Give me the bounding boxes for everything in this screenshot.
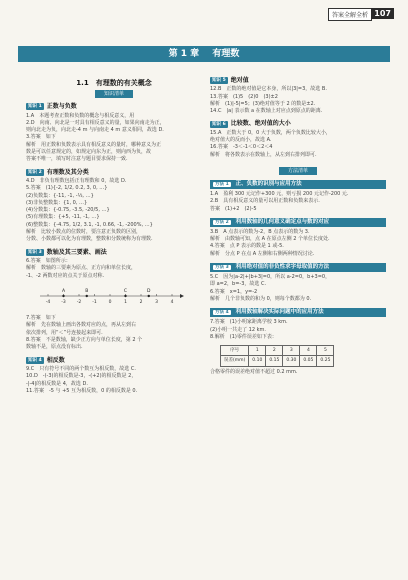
text-line: 10.D -(-3)的相反数是-3，-(+2)的相反数是 2， — [26, 373, 137, 380]
number-line-figure — [36, 284, 186, 308]
text-line: 8.解析 (1)零件误差如下表： — [210, 333, 277, 340]
text-line: 解析 几个非负数的和为 0，则每个数都为 0. — [210, 295, 312, 302]
text-line: 6.答案 x=1，y=-2 — [210, 288, 258, 295]
section-title: 1.1 有理数的有关概念 — [76, 79, 152, 87]
table-cell: 误差(mm) — [221, 356, 249, 366]
text-line: 则向北走为负，向北走-4 m 与向南走 4 m 意义相同，故选 D. — [26, 127, 164, 134]
text-line: (6)整数集：{-4.75, 1/2, 3.1, -1, 0.66, -1, -200%, …} — [26, 221, 153, 228]
text-line: 5.C 因为|a-2|+|b+3|=0，所以 a-2=0，b+3=0， — [210, 274, 331, 281]
m2-body — [210, 229, 386, 258]
text-line: 12.B 正数的绝对值是它本身，所以|3|=3，故选 B. — [210, 86, 327, 93]
k4-body — [26, 366, 202, 395]
knowledge-banner: 知识清单 — [95, 90, 133, 98]
number-line-tick-label: -3 — [61, 299, 66, 305]
k6-body — [210, 130, 386, 159]
text-line: 解析 由数轴可知，点 A 在原点左侧 2 个单位长度处. — [210, 236, 330, 243]
table-cell: 3 — [283, 346, 300, 356]
text-line: 数轴不是，原点没有标出. — [26, 344, 83, 351]
k6-badge: 知识 6 — [212, 121, 226, 127]
text-line: 6.答案 如图所示： — [26, 257, 71, 264]
m4-body — [210, 319, 386, 341]
text-line: 7.答案 如下 — [26, 315, 56, 322]
number-line-ticks — [46, 294, 174, 305]
k1-title: 正数与负数 — [46, 103, 77, 111]
m4-heading — [210, 308, 386, 317]
method-banner: 方法清单 — [279, 167, 317, 175]
chapter-name: 有理数 — [212, 49, 240, 59]
number-line-point — [124, 295, 126, 297]
number-line-tick-label: -1 — [92, 299, 97, 305]
m2-heading — [210, 218, 386, 227]
number-line-point-label: A — [61, 288, 66, 294]
text-line: 数是可以任意规定的，如规定向东为正，则向西为负，故 — [26, 149, 152, 156]
book-title: 答案全解全析 — [328, 8, 372, 21]
k5-body — [210, 86, 386, 115]
text-line: 答案不唯一，填写时注意与题目要求保持一致. — [26, 156, 128, 163]
left-column — [26, 72, 202, 395]
text-line: 即 a=2，b=-3，故选 C. — [210, 281, 267, 288]
m1-badge: 方法 1 — [215, 181, 229, 187]
table-cell: 0.30 — [283, 356, 300, 366]
text-line: 11.答案 -5 与 +5 互为相反数，0 的相反数是 0. — [26, 387, 138, 394]
text-line: (4)分数集：{-0.75, -3.5, -20/5, …} — [26, 207, 110, 214]
number-line-tick-label: -2 — [76, 299, 82, 305]
m3-title: 利用绝对值的非负性求字母取值的方法 — [235, 264, 330, 271]
m2-title: 利用数轴的几何意义确定点与数的对应 — [235, 218, 330, 225]
k4-title: 相反数 — [46, 356, 65, 364]
table-cell: 0.05 — [300, 356, 317, 366]
text-line: 3.答案 如下 — [26, 134, 56, 141]
text-line: (2)负数集：{-11, -1, -⅓, …} — [26, 192, 94, 199]
m1-heading — [210, 180, 386, 189]
text-line: 1.A 盈利 300 元记作+300 元，则亏损 200 元记作-200 元. — [210, 190, 349, 197]
text-line: 15.A 正数大于 0，0 大于负数，两个负数比较大小， — [210, 129, 331, 136]
k2-badge: 知识 2 — [28, 169, 42, 175]
text-line: 绝对值大的反而小，故选 A. — [210, 137, 272, 144]
k5-badge: 知识 5 — [212, 78, 226, 84]
text-line: 解析 分点 P 在点 A 左侧和右侧两种情况讨论. — [210, 250, 315, 257]
k1-badge: 知识 1 — [28, 104, 42, 110]
text-line: 9.C 只有符号不同的两个数互为相反数，故选 C. — [26, 365, 136, 372]
number-line-point — [148, 295, 150, 297]
number-line-point-label: C — [123, 288, 128, 294]
m3-badge: 方法 3 — [215, 265, 229, 271]
text-line: 依次排列，用“＜”号连接起来即可. — [26, 329, 103, 336]
number-line-tick-label: 2 — [139, 299, 143, 305]
k2-body — [26, 178, 202, 244]
number-line-point-label: B — [85, 288, 89, 294]
k6-title: 比较数、绝对值的大小 — [230, 120, 291, 128]
text-line: 3.B A 点表示的数为-2，B 点表示的数为 3. — [210, 228, 310, 235]
table-cell: 0.15 — [266, 356, 283, 366]
k1-heading — [26, 103, 202, 110]
table-cell: 0.10 — [249, 356, 266, 366]
k2-title: 有理数及其分类 — [46, 168, 89, 176]
table-header-row — [221, 346, 334, 356]
number-line-tick-label: 3 — [155, 299, 158, 305]
number-line-tick-label: 4 — [170, 299, 174, 305]
chapter-band — [18, 46, 390, 62]
k6-heading — [210, 120, 386, 127]
text-line: 16.答案 -3＜-1＜0＜2＜4 — [210, 144, 273, 151]
text-line: 解析 将各数表示在数轴上，从左到右排列即可. — [210, 151, 317, 158]
text-line: 4.D 非负有理数包括正有理数和 0，故选 D. — [26, 177, 127, 184]
text-line: 14.C |a| 表示数 a 在数轴上对应点到原点的距离. — [210, 108, 323, 115]
text-line: 2.D 向南、向北是一对具有相反意义的量，如果向南走为正， — [26, 119, 165, 126]
k4-badge: 知识 4 — [28, 357, 42, 363]
number-line-arrow — [180, 294, 184, 298]
text-line: 8.答案 不是数轴，缺少正方向与单位长度，第 2 个 — [26, 337, 143, 344]
text-line: -|-4|的相反数是 4，故选 D. — [26, 380, 88, 387]
text-line: 13.答案 (1)5 (2)0 (3)±2 — [210, 93, 278, 100]
m4-title: 利用数轴解决实际问题中的应用方法 — [235, 309, 324, 316]
page-number: 107 — [371, 8, 394, 19]
number-line-point-label: D — [147, 288, 151, 294]
number-line-tick-label: 1 — [124, 299, 127, 305]
text-line: -1、-2 两数对应的点关于原点对称. — [26, 272, 105, 279]
k5-heading — [210, 77, 386, 84]
top-header — [0, 8, 408, 22]
text-line: 答案 (1)+2 (2)-5 — [210, 205, 257, 212]
number-line-tick-label: -4 — [45, 299, 51, 305]
m2-badge: 方法 2 — [215, 219, 229, 225]
text-line: 7.答案 (1)小明家距离学校 3 km. — [210, 319, 288, 326]
k3-body-2 — [26, 315, 202, 351]
text-line: (2)小明一共走了 12 km. — [210, 326, 266, 333]
text-line: 4.答案 点 P 表示的数是 1 或-5. — [210, 243, 284, 250]
k2-heading — [26, 169, 202, 176]
table-cell: 0.25 — [317, 356, 334, 366]
text-line: (3)非负整数集：{1, 0, …} — [26, 199, 88, 206]
chapter-number: 第 1 章 — [168, 49, 200, 59]
text-line: 2.B 具有相反意义的量可以用正数和负数来表示. — [210, 198, 320, 205]
k3-heading — [26, 249, 202, 256]
text-line: 合格零件的误差绝对值不超过 0.2 mm. — [210, 368, 298, 375]
error-table — [220, 345, 334, 367]
m4-badge: 方法 4 — [215, 310, 229, 316]
k3-title: 数轴及其三要素、画法 — [46, 248, 107, 256]
k1-body — [26, 113, 202, 164]
table-cell: 1 — [249, 346, 266, 356]
k3-body — [26, 258, 202, 280]
table-cell: 2 — [266, 346, 283, 356]
text-line: 解析 比较小数点的位数时，要注意正负数的区别， — [26, 229, 142, 236]
number-line-tick-label: 0 — [108, 299, 112, 305]
text-line: 5.答案 (1){-2, 1/2, 0.2, 3, 0, …} — [26, 185, 108, 192]
k4-heading — [26, 357, 202, 364]
m3-body — [210, 274, 386, 303]
text-line: 解析 用正数和负数表示具有相反意义的量时，哪种意义为正 — [26, 141, 162, 148]
number-line-point — [62, 295, 64, 297]
text-line: 解析 先在数轴上画出各数对应的点，再从左到右 — [26, 322, 137, 329]
table-cell: 4 — [300, 346, 317, 356]
table-cell: 5 — [317, 346, 334, 356]
table-cell: 序号 — [221, 346, 249, 356]
text-line: 1.A 本题考查正数和负数的概念与相反意义，用 — [26, 112, 135, 119]
m1-body — [210, 191, 386, 213]
text-line: 解析 数轴的三要素为原点、正方向和单位长度， — [26, 265, 137, 272]
number-line-point — [86, 295, 88, 297]
right-column — [210, 72, 386, 376]
m1-title: 正、负数的识别与应用方法 — [235, 180, 302, 187]
text-line: 解析 (1)|-5|=5；(3)绝对值等于 2 的数是±2. — [210, 100, 316, 107]
k5-title: 绝对值 — [230, 77, 249, 84]
table-row — [221, 356, 334, 366]
m3-heading — [210, 263, 386, 272]
text-line: (5)有理数集：{+5, -11, -1, …} — [26, 214, 100, 221]
k3-badge: 知识 3 — [28, 249, 42, 255]
text-line: 分数、小数都可以化为有理数，整数和分数统称为有理数. — [26, 236, 153, 243]
